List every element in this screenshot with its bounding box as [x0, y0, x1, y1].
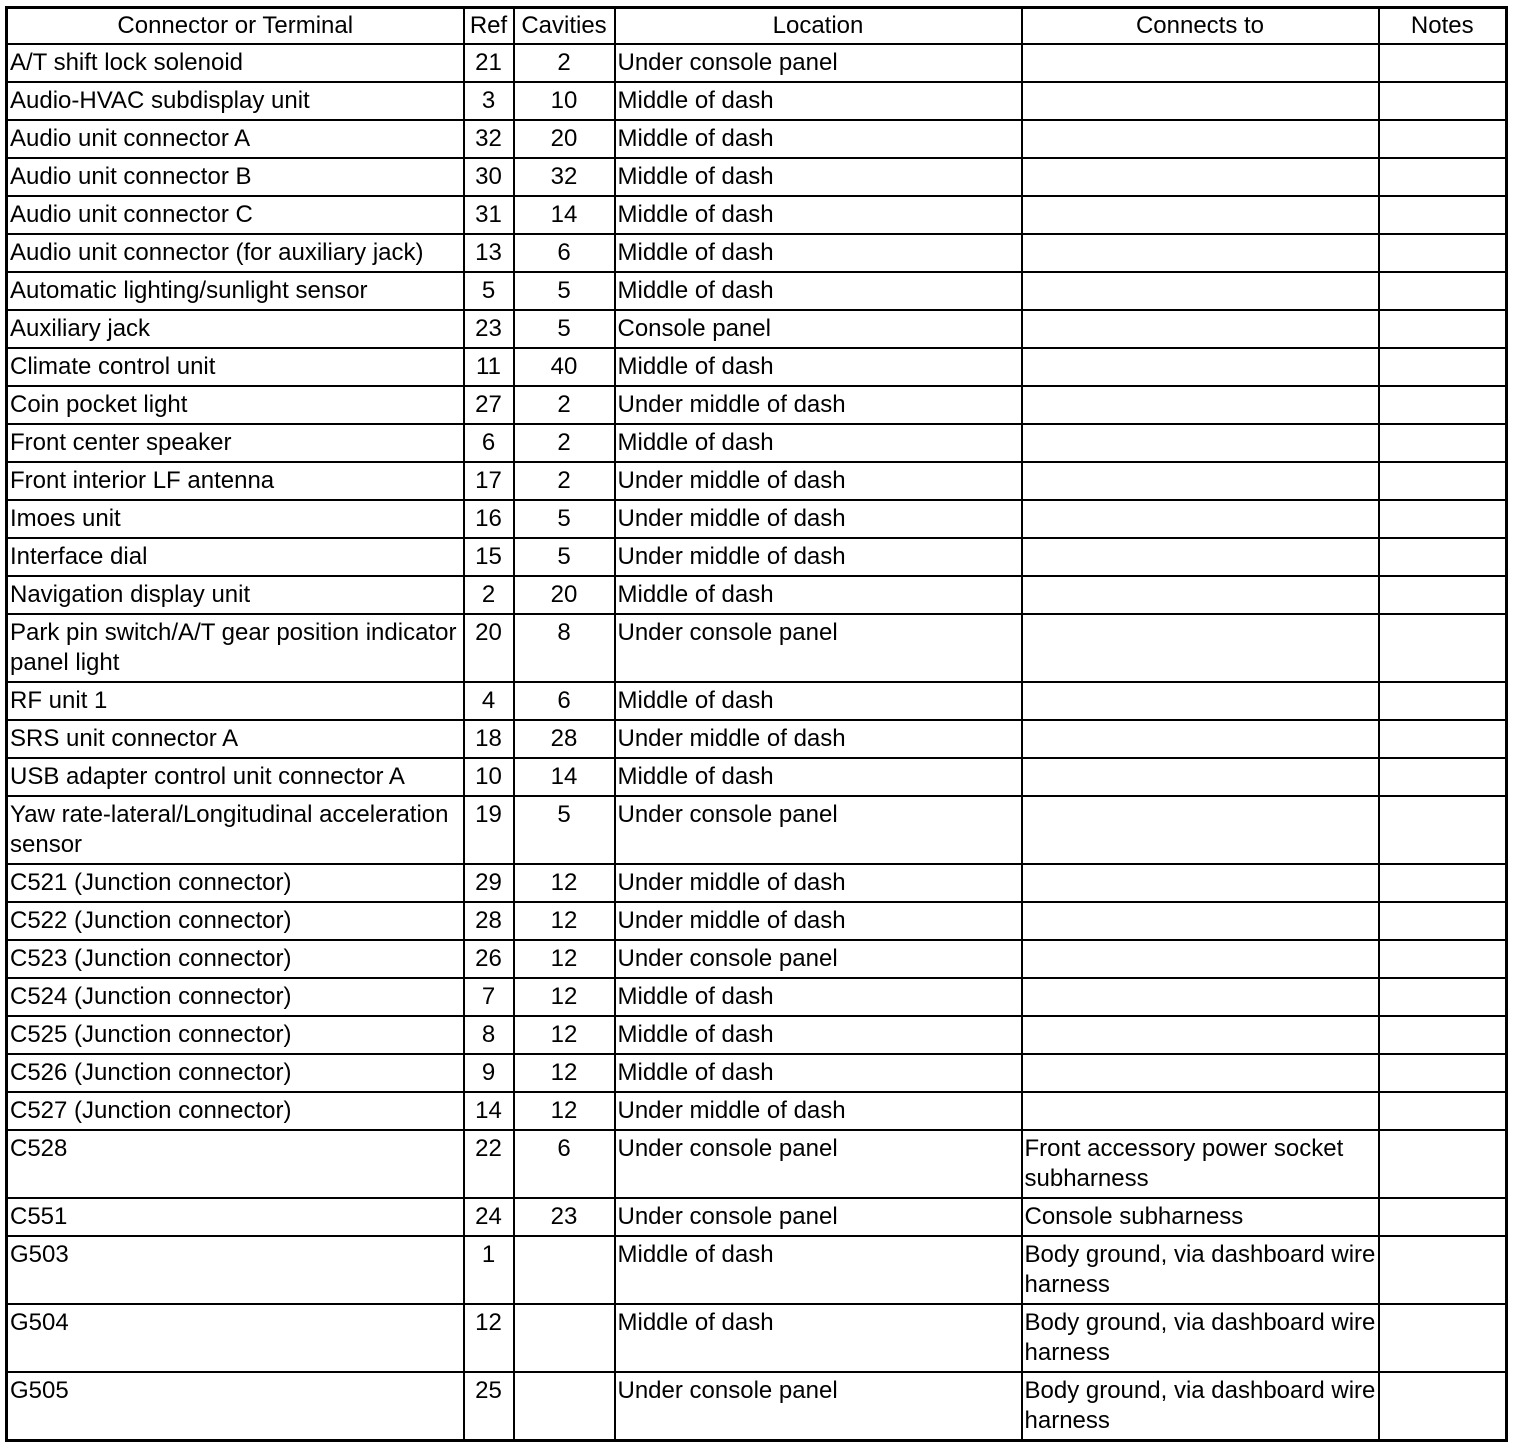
cell-connector: C551 [7, 1198, 464, 1236]
cell-connects-to: Body ground, via dashboard wire harness [1022, 1304, 1379, 1372]
cell-notes [1379, 978, 1507, 1016]
cell-connector: A/T shift lock solenoid [7, 44, 464, 82]
cell-cavities: 2 [514, 424, 615, 462]
cell-connector: Navigation display unit [7, 576, 464, 614]
cell-ref: 29 [464, 864, 514, 902]
table-row [7, 682, 1507, 720]
cell-location: Middle of dash [615, 758, 1022, 796]
cell-connects-to [1022, 614, 1379, 682]
cell-connects-to [1022, 864, 1379, 902]
table-row [7, 1372, 1507, 1441]
table-row [7, 500, 1507, 538]
cell-connector: Park pin switch/A/T gear position indicator panel light [7, 614, 464, 682]
cell-ref: 22 [464, 1130, 514, 1198]
cell-notes [1379, 902, 1507, 940]
table-row [7, 1236, 1507, 1304]
cell-connects-to [1022, 500, 1379, 538]
table-row [7, 386, 1507, 424]
cell-location: Middle of dash [615, 196, 1022, 234]
cell-location: Under middle of dash [615, 538, 1022, 576]
cell-ref: 31 [464, 196, 514, 234]
cell-connector: Audio unit connector (for auxiliary jack) [7, 234, 464, 272]
cell-cavities: 12 [514, 1054, 615, 1092]
cell-connector: Auxiliary jack [7, 310, 464, 348]
cell-notes [1379, 864, 1507, 902]
cell-ref: 20 [464, 614, 514, 682]
cell-notes [1379, 348, 1507, 386]
cell-connects-to [1022, 720, 1379, 758]
cell-notes [1379, 1198, 1507, 1236]
table-row [7, 1130, 1507, 1198]
cell-notes [1379, 500, 1507, 538]
cell-cavities: 23 [514, 1198, 615, 1236]
cell-notes [1379, 1054, 1507, 1092]
cell-connector: Audio-HVAC subdisplay unit [7, 82, 464, 120]
cell-connector: G504 [7, 1304, 464, 1372]
cell-ref: 10 [464, 758, 514, 796]
cell-connector: C528 [7, 1130, 464, 1198]
cell-connects-to [1022, 1016, 1379, 1054]
table-row [7, 234, 1507, 272]
cell-location: Under console panel [615, 614, 1022, 682]
cell-ref: 17 [464, 462, 514, 500]
cell-cavities: 8 [514, 614, 615, 682]
table-row [7, 796, 1507, 864]
cell-cavities: 20 [514, 120, 615, 158]
cell-location: Under console panel [615, 940, 1022, 978]
cell-cavities: 5 [514, 310, 615, 348]
cell-ref: 23 [464, 310, 514, 348]
cell-cavities [514, 1304, 615, 1372]
cell-notes [1379, 424, 1507, 462]
cell-ref: 11 [464, 348, 514, 386]
table-row [7, 272, 1507, 310]
cell-cavities: 40 [514, 348, 615, 386]
table-row [7, 462, 1507, 500]
cell-location: Under middle of dash [615, 500, 1022, 538]
cell-cavities: 12 [514, 978, 615, 1016]
cell-cavities: 5 [514, 538, 615, 576]
cell-connector: C521 (Junction connector) [7, 864, 464, 902]
cell-ref: 32 [464, 120, 514, 158]
cell-connects-to: Body ground, via dashboard wire harness [1022, 1236, 1379, 1304]
cell-notes [1379, 196, 1507, 234]
cell-connector: C527 (Junction connector) [7, 1092, 464, 1130]
table-row [7, 1016, 1507, 1054]
cell-connects-to [1022, 978, 1379, 1016]
cell-connector: Automatic lighting/sunlight sensor [7, 272, 464, 310]
cell-notes [1379, 1236, 1507, 1304]
cell-cavities: 12 [514, 902, 615, 940]
table-row [7, 978, 1507, 1016]
cell-notes [1379, 120, 1507, 158]
cell-location: Middle of dash [615, 234, 1022, 272]
cell-connector: USB adapter control unit connector A [7, 758, 464, 796]
cell-cavities: 5 [514, 272, 615, 310]
cell-location: Under middle of dash [615, 1092, 1022, 1130]
header-connects-to: Connects to [1022, 8, 1379, 45]
cell-connects-to: Console subharness [1022, 1198, 1379, 1236]
cell-cavities: 12 [514, 940, 615, 978]
cell-connects-to [1022, 44, 1379, 82]
cell-location: Under console panel [615, 796, 1022, 864]
cell-ref: 21 [464, 44, 514, 82]
header-notes: Notes [1379, 8, 1507, 45]
cell-connector: G505 [7, 1372, 464, 1441]
cell-notes [1379, 1304, 1507, 1372]
cell-connector: G503 [7, 1236, 464, 1304]
cell-cavities: 32 [514, 158, 615, 196]
cell-ref: 12 [464, 1304, 514, 1372]
cell-location: Under console panel [615, 44, 1022, 82]
cell-notes [1379, 82, 1507, 120]
cell-ref: 28 [464, 902, 514, 940]
cell-cavities: 5 [514, 500, 615, 538]
header-connector: Connector or Terminal [7, 8, 464, 45]
cell-ref: 6 [464, 424, 514, 462]
table-row [7, 424, 1507, 462]
cell-location: Middle of dash [615, 158, 1022, 196]
cell-connects-to [1022, 158, 1379, 196]
cell-notes [1379, 758, 1507, 796]
cell-connector: C524 (Junction connector) [7, 978, 464, 1016]
cell-connector: Climate control unit [7, 348, 464, 386]
cell-connects-to: Body ground, via dashboard wire harness [1022, 1372, 1379, 1441]
cell-location: Under console panel [615, 1198, 1022, 1236]
cell-connector: C525 (Junction connector) [7, 1016, 464, 1054]
cell-notes [1379, 796, 1507, 864]
cell-notes [1379, 1130, 1507, 1198]
cell-ref: 7 [464, 978, 514, 1016]
cell-location: Middle of dash [615, 1016, 1022, 1054]
cell-connects-to [1022, 120, 1379, 158]
cell-connects-to [1022, 196, 1379, 234]
table-row [7, 940, 1507, 978]
table-row [7, 82, 1507, 120]
cell-location: Under middle of dash [615, 902, 1022, 940]
cell-connects-to [1022, 902, 1379, 940]
cell-cavities: 12 [514, 1092, 615, 1130]
cell-connects-to: Front accessory power socket subharness [1022, 1130, 1379, 1198]
cell-notes [1379, 1092, 1507, 1130]
cell-cavities: 14 [514, 758, 615, 796]
cell-ref: 13 [464, 234, 514, 272]
cell-cavities: 6 [514, 682, 615, 720]
cell-cavities: 2 [514, 386, 615, 424]
header-cavities: Cavities [514, 8, 615, 45]
cell-ref: 8 [464, 1016, 514, 1054]
cell-location: Middle of dash [615, 120, 1022, 158]
cell-ref: 15 [464, 538, 514, 576]
cell-cavities [514, 1236, 615, 1304]
cell-connects-to [1022, 1092, 1379, 1130]
table-row [7, 196, 1507, 234]
cell-notes [1379, 940, 1507, 978]
cell-notes [1379, 576, 1507, 614]
cell-location: Middle of dash [615, 1304, 1022, 1372]
cell-location: Console panel [615, 310, 1022, 348]
table-body [7, 44, 1507, 1441]
cell-connects-to [1022, 386, 1379, 424]
cell-ref: 3 [464, 82, 514, 120]
table-row [7, 348, 1507, 386]
cell-connector: Interface dial [7, 538, 464, 576]
cell-notes [1379, 614, 1507, 682]
cell-notes [1379, 158, 1507, 196]
cell-ref: 19 [464, 796, 514, 864]
table-row [7, 310, 1507, 348]
cell-location: Middle of dash [615, 978, 1022, 1016]
cell-notes [1379, 538, 1507, 576]
table-row [7, 44, 1507, 82]
cell-cavities: 6 [514, 234, 615, 272]
header-location: Location [615, 8, 1022, 45]
cell-connects-to [1022, 758, 1379, 796]
cell-connector: Audio unit connector B [7, 158, 464, 196]
cell-ref: 27 [464, 386, 514, 424]
cell-connector: RF unit 1 [7, 682, 464, 720]
cell-location: Middle of dash [615, 576, 1022, 614]
cell-connector: Coin pocket light [7, 386, 464, 424]
cell-connects-to [1022, 538, 1379, 576]
cell-notes [1379, 234, 1507, 272]
cell-cavities: 6 [514, 1130, 615, 1198]
cell-connector: Audio unit connector A [7, 120, 464, 158]
cell-cavities: 10 [514, 82, 615, 120]
table-row [7, 1092, 1507, 1130]
cell-ref: 14 [464, 1092, 514, 1130]
cell-location: Under middle of dash [615, 864, 1022, 902]
cell-location: Middle of dash [615, 82, 1022, 120]
cell-location: Middle of dash [615, 682, 1022, 720]
cell-notes [1379, 682, 1507, 720]
cell-notes [1379, 44, 1507, 82]
table-row [7, 538, 1507, 576]
table-row [7, 1304, 1507, 1372]
cell-connects-to [1022, 940, 1379, 978]
cell-connector: Yaw rate-lateral/Longitudinal acceleration sensor [7, 796, 464, 864]
cell-location: Middle of dash [615, 272, 1022, 310]
cell-cavities [514, 1372, 615, 1441]
cell-ref: 2 [464, 576, 514, 614]
cell-location: Under middle of dash [615, 462, 1022, 500]
table-row [7, 120, 1507, 158]
cell-connects-to [1022, 310, 1379, 348]
cell-connector: Front center speaker [7, 424, 464, 462]
cell-cavities: 14 [514, 196, 615, 234]
cell-ref: 9 [464, 1054, 514, 1092]
cell-location: Middle of dash [615, 1054, 1022, 1092]
table-row [7, 576, 1507, 614]
cell-cavities: 2 [514, 462, 615, 500]
cell-notes [1379, 310, 1507, 348]
connector-table [5, 6, 1508, 1442]
cell-connects-to [1022, 234, 1379, 272]
cell-connector: Front interior LF antenna [7, 462, 464, 500]
table-row [7, 864, 1507, 902]
cell-notes [1379, 462, 1507, 500]
cell-connector: C522 (Junction connector) [7, 902, 464, 940]
cell-cavities: 20 [514, 576, 615, 614]
cell-connects-to [1022, 462, 1379, 500]
cell-connector: Imoes unit [7, 500, 464, 538]
table-row [7, 1054, 1507, 1092]
cell-connects-to [1022, 796, 1379, 864]
table-row [7, 902, 1507, 940]
cell-cavities: 12 [514, 1016, 615, 1054]
cell-cavities: 2 [514, 44, 615, 82]
cell-cavities: 28 [514, 720, 615, 758]
table-row [7, 614, 1507, 682]
cell-ref: 16 [464, 500, 514, 538]
table-row [7, 720, 1507, 758]
cell-ref: 24 [464, 1198, 514, 1236]
cell-notes [1379, 720, 1507, 758]
cell-connector: Audio unit connector C [7, 196, 464, 234]
table-row [7, 1198, 1507, 1236]
header-row [7, 8, 1507, 45]
cell-notes [1379, 386, 1507, 424]
cell-notes [1379, 1016, 1507, 1054]
cell-connects-to [1022, 348, 1379, 386]
cell-ref: 25 [464, 1372, 514, 1441]
cell-ref: 4 [464, 682, 514, 720]
cell-connector: SRS unit connector A [7, 720, 464, 758]
cell-location: Under middle of dash [615, 720, 1022, 758]
cell-cavities: 5 [514, 796, 615, 864]
cell-ref: 18 [464, 720, 514, 758]
cell-connects-to [1022, 682, 1379, 720]
cell-ref: 26 [464, 940, 514, 978]
cell-notes [1379, 272, 1507, 310]
header-ref: Ref [464, 8, 514, 45]
cell-location: Under console panel [615, 1372, 1022, 1441]
cell-connects-to [1022, 82, 1379, 120]
cell-connector: C526 (Junction connector) [7, 1054, 464, 1092]
cell-ref: 30 [464, 158, 514, 196]
table-row [7, 158, 1507, 196]
table-row [7, 758, 1507, 796]
cell-connects-to [1022, 424, 1379, 462]
cell-ref: 1 [464, 1236, 514, 1304]
cell-location: Middle of dash [615, 424, 1022, 462]
cell-connects-to [1022, 576, 1379, 614]
cell-connects-to [1022, 272, 1379, 310]
cell-location: Under middle of dash [615, 386, 1022, 424]
cell-connector: C523 (Junction connector) [7, 940, 464, 978]
cell-location: Middle of dash [615, 1236, 1022, 1304]
cell-ref: 5 [464, 272, 514, 310]
cell-location: Middle of dash [615, 348, 1022, 386]
cell-connects-to [1022, 1054, 1379, 1092]
cell-location: Under console panel [615, 1130, 1022, 1198]
cell-notes [1379, 1372, 1507, 1441]
cell-cavities: 12 [514, 864, 615, 902]
